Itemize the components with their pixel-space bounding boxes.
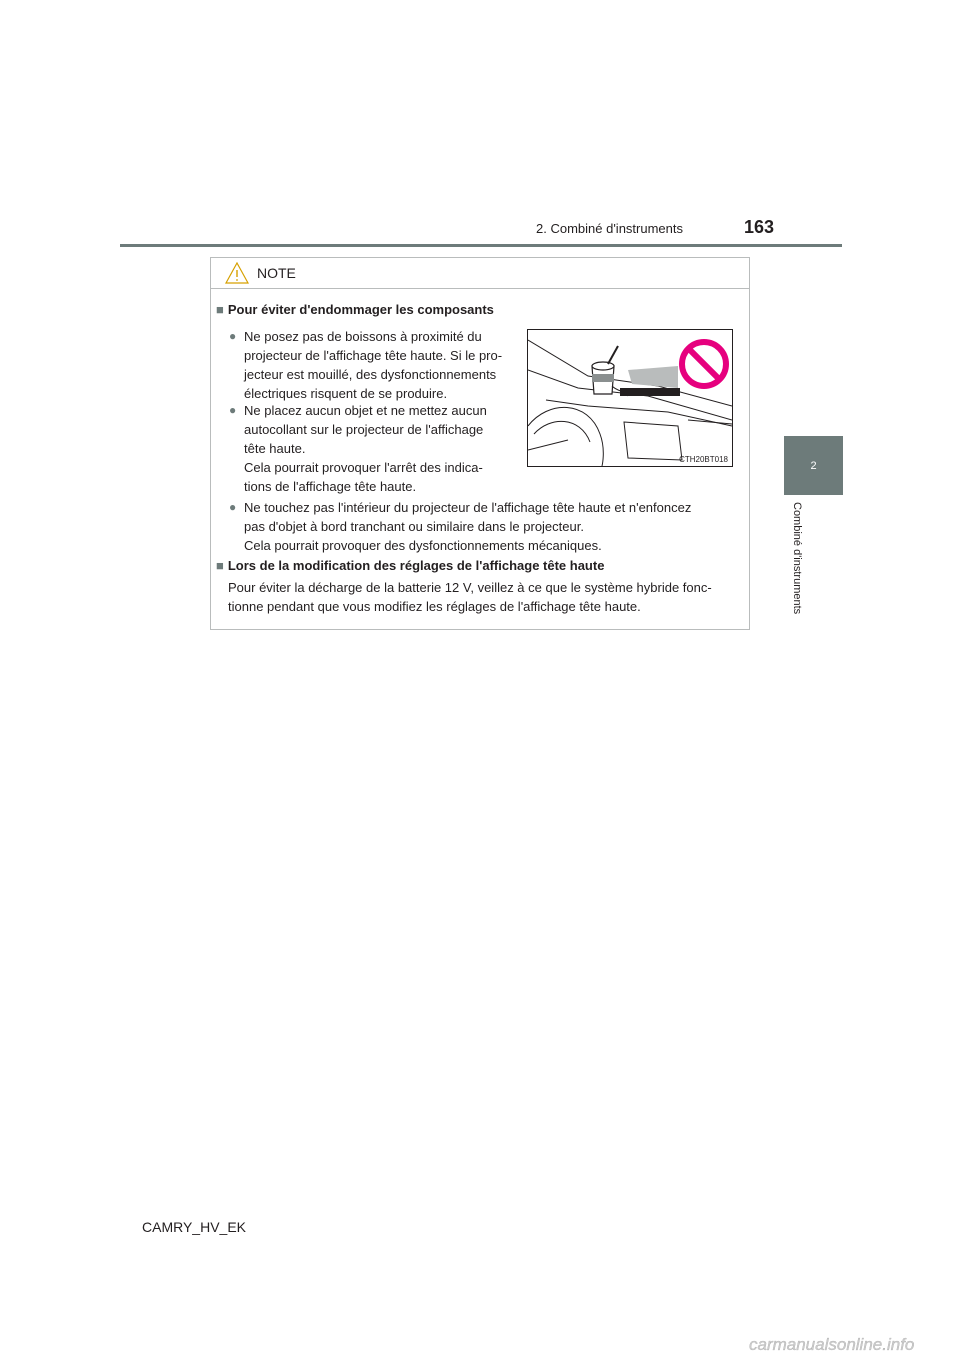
- section-heading-text: Pour éviter d'endommager les composants: [227, 302, 494, 317]
- bullet-line: Ne posez pas de boissons à proximité du: [244, 329, 482, 344]
- bullet-line: tions de l'affichage tête haute.: [244, 479, 417, 494]
- bullet-line: projecteur de l'affichage tête haute. Si le pro-: [244, 348, 503, 363]
- square-bullet-icon: ■: [216, 302, 224, 317]
- section-heading-text: Lors de la modification des réglages de l'affichage tête haute: [227, 558, 605, 573]
- note-header: [211, 258, 749, 289]
- page-number: 163: [744, 217, 775, 237]
- side-tab-number: 2: [810, 459, 817, 472]
- header-rule: [120, 244, 842, 247]
- bullet-line: autocollant sur le projecteur de l'affichage: [244, 422, 484, 437]
- watermark-text: carmanualsonline.info: [749, 1335, 915, 1354]
- bullet-dot-icon: ●: [229, 329, 237, 343]
- bullet-line: tête haute.: [244, 441, 306, 456]
- bullet-line: jecteur est mouillé, des dysfonctionnements: [244, 367, 497, 382]
- bullet-line: Cela pourrait provoquer l'arrêt des indica-: [244, 460, 483, 475]
- bullet-line: électriques risquent de se produire.: [244, 386, 448, 401]
- watermark-logo: [745, 1330, 960, 1358]
- prohibition-icon: [682, 342, 726, 386]
- bullet-dot-icon: ●: [229, 403, 237, 417]
- side-tab: [784, 436, 843, 495]
- square-bullet-icon: ■: [216, 558, 224, 573]
- bullet-line: Ne placez aucun objet et ne mettez aucun: [244, 403, 487, 418]
- bullet-dot-icon: ●: [229, 500, 237, 514]
- illustration-dashboard-drink: [527, 329, 733, 467]
- illustration-code: CTH20BT018: [679, 455, 728, 464]
- bullet-line: Ne touchez pas l'intérieur du projecteur de l'affichage tête haute et n'enfoncez: [244, 500, 692, 515]
- section-paragraph: [228, 578, 734, 616]
- section-heading-components: [216, 302, 494, 317]
- bullet-drinks: [229, 327, 516, 403]
- header-chapter: 2. Combiné d'instruments: [536, 221, 683, 236]
- dashboard-illustration: [528, 330, 732, 466]
- bullet-line: Cela pourrait provoquer des dysfonctionnements mécaniques.: [244, 538, 602, 553]
- bullet-line: pas d'objet à bord tranchant ou similaire dans le projecteur.: [244, 519, 584, 534]
- paragraph-line: Pour éviter la décharge de la batterie 12 V, veillez à ce que le système hybride fonc-: [228, 580, 712, 595]
- warning-triangle-icon: [225, 262, 249, 284]
- paragraph-line: tionne pendant que vous modifiez les réglages de l'affichage tête haute.: [228, 599, 641, 614]
- side-tab-label: Combiné d'instruments: [791, 502, 803, 615]
- section-heading-settings: [216, 558, 604, 573]
- footer-model: CAMRY_HV_EK: [142, 1219, 247, 1235]
- bullet-stickers: [229, 401, 516, 496]
- bullet-inside-projector: [229, 498, 734, 555]
- note-title: NOTE: [257, 265, 296, 281]
